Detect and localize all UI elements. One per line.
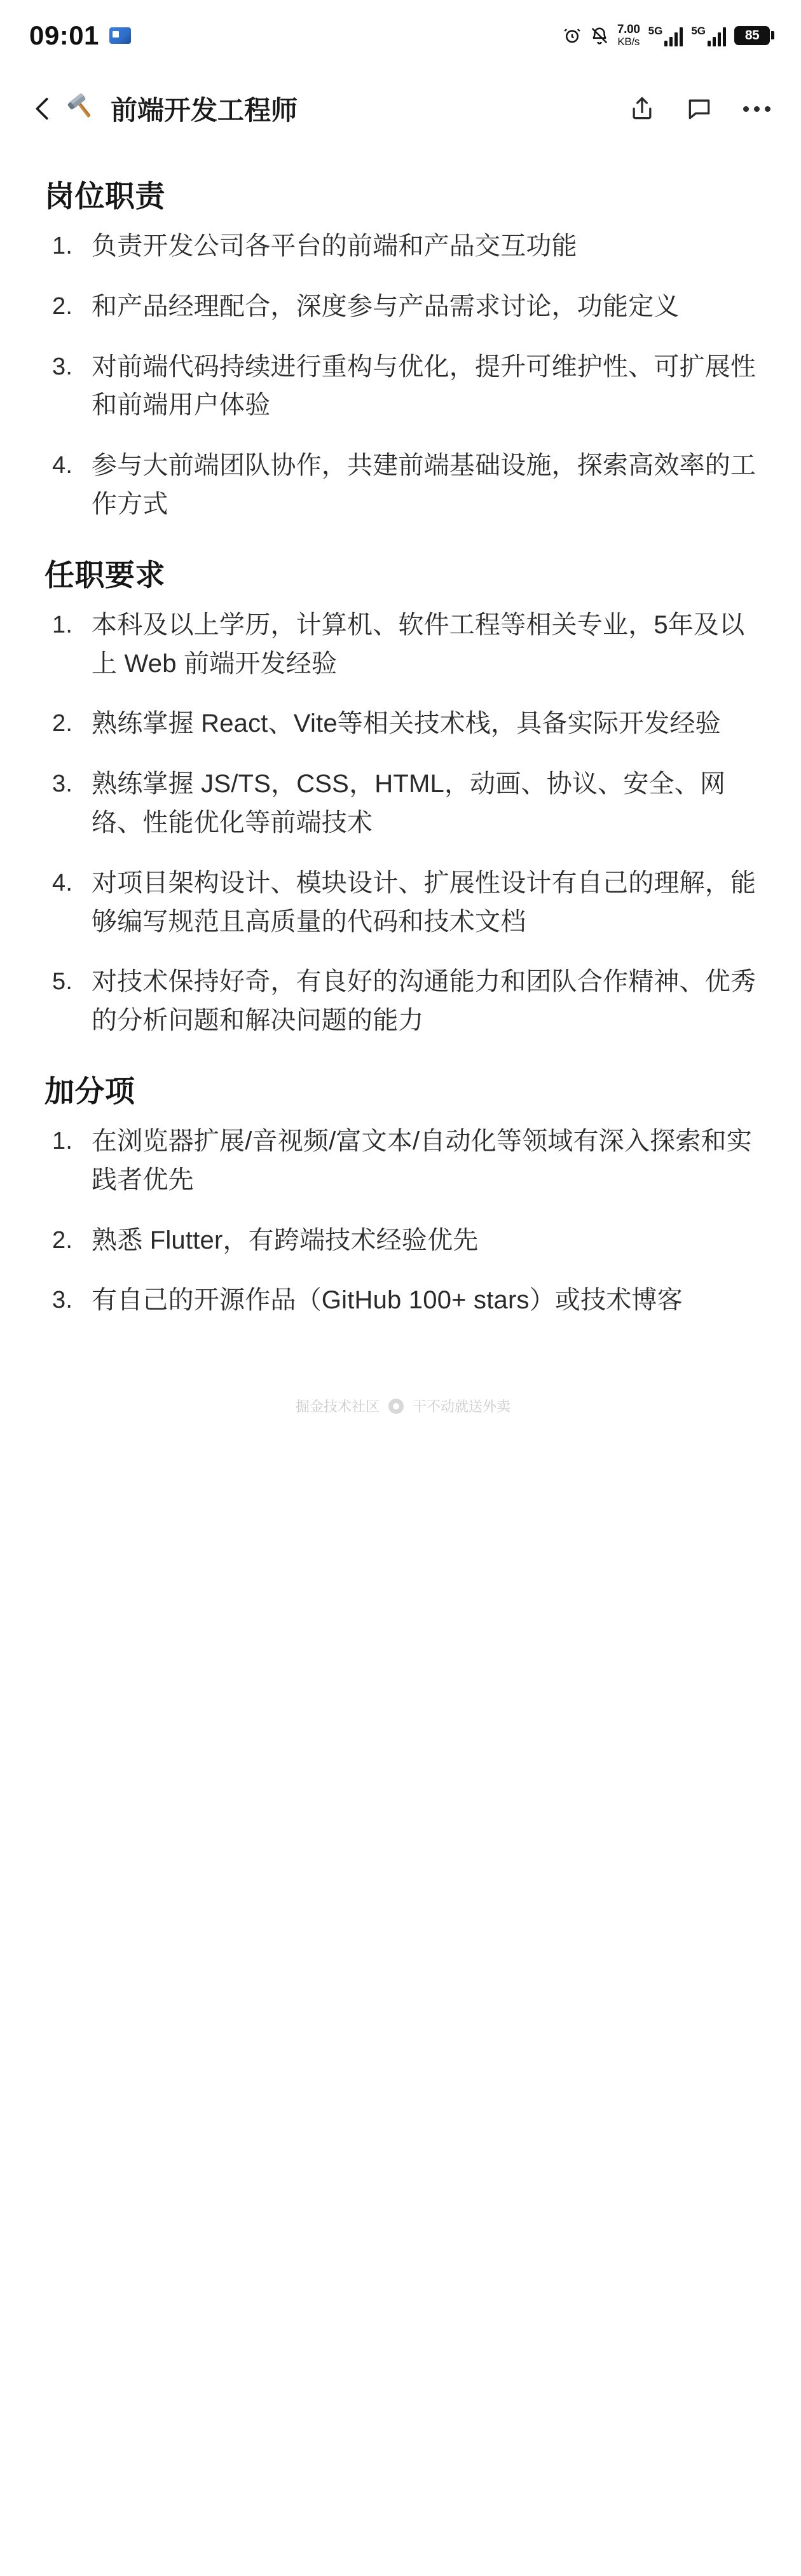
sim1-bars-icon [664,27,683,46]
status-time: 09:01 [29,20,99,50]
status-bar [0,0,801,71]
comment-icon [685,95,713,123]
app-header [0,71,801,146]
section-title: 岗位职责 [44,179,165,213]
responsibility-list [44,227,762,524]
section-bonus [44,1068,762,1320]
sim1-signal [648,25,683,46]
battery-icon [734,26,774,45]
sim2-label: 5G [691,24,706,37]
list-item: 对技术保持好奇，有良好的沟通能力和团队合作精神、优秀的分析问题和解决问题的能力 [92,968,756,1035]
list-item: 和产品经理配合，深度参与产品需求讨论，功能定义 [92,292,680,320]
bonus-list [44,1122,762,1320]
watermark-left-text: 掘金技术社区 [295,1399,380,1415]
section-title: 加分项 [44,1074,135,1108]
requirement-list [44,606,762,1040]
section-responsibilities [44,173,762,524]
comment-button[interactable] [681,91,717,127]
share-icon [628,95,656,123]
list-item: 对前端代码持续进行重构与优化，提升可维护性、可扩展性和前端用户体验 [92,352,756,420]
list-item: 熟练掌握 React、Vite等相关技术栈，具备实际开发经验 [92,709,721,738]
share-button[interactable] [624,91,660,127]
list-item: 有自己的开源作品（GitHub 100+ stars）或技术博客 [92,1286,683,1315]
list-item: 本科及以上学历，计算机、软件工程等相关专业，5年及以上 Web 前端开发经验 [92,610,745,678]
watermark [44,1396,762,1439]
watermark-right-text: 干不动就送外卖 [413,1399,511,1415]
more-dots-icon [743,106,770,112]
network-rate-unit: KB/s [617,36,640,48]
blue-app-icon [109,27,131,44]
hammer-icon [66,92,98,127]
section-requirements [44,552,762,1040]
sim1-label: 5G [648,24,663,37]
page-title: 前端开发工程师 [111,95,298,125]
list-item: 负责开发公司各平台的前端和产品交互功能 [92,232,577,260]
sim2-bars-icon [708,27,726,46]
network-rate [617,24,640,47]
battery-percent: 85 [744,27,760,43]
back-chevron-icon [29,94,58,123]
sim2-signal [691,25,726,46]
section-title: 任职要求 [44,558,165,592]
job-description-content [0,146,801,1439]
watermark-avatar-icon [388,1399,404,1414]
list-item: 熟练掌握 JS/TS，CSS，HTML，动画、协议、安全、网络、性能优化等前端技术 [92,770,726,837]
list-item: 熟悉 Flutter，有跨端技术经验优先 [92,1226,479,1254]
status-bar-right [563,24,774,47]
more-button[interactable] [739,91,774,127]
mute-bell-icon [590,26,609,45]
header-actions [624,91,779,127]
list-item: 对项目架构设计、模块设计、扩展性设计有自己的理解，能够编写规范且高质量的代码和技术文档 [92,868,756,936]
status-bar-left [29,20,131,51]
alarm-icon [563,26,582,45]
back-button[interactable] [24,90,62,128]
network-rate-value: 7.00 [617,23,640,37]
list-item: 参与大前端团队协作，共建前端基础设施，探索高效率的工作方式 [92,451,756,518]
header-title-group [66,90,624,128]
list-item: 在浏览器扩展/音视频/富文本/自动化等领域有深入探索和实践者优先 [92,1127,752,1194]
